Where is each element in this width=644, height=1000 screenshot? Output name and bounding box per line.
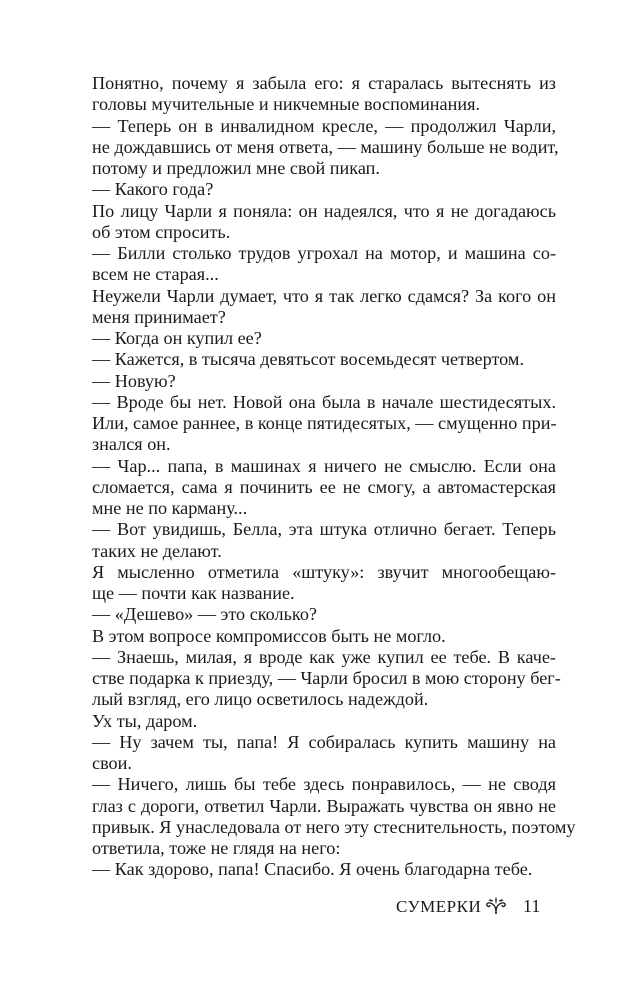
text-line: головы мучительные и никчемные воспоминания. [92,94,480,115]
text-line: об этом спросить. [92,221,231,242]
text-line: Понятно, почему я забыла его: я старалась вытеснять из [92,73,556,93]
text-line: — Новую? [92,370,176,391]
body-text [92,73,576,881]
running-title: СУМЕРКИ [396,897,482,916]
text-line: По лицу Чарли я поняла: он надеялся, что я не догадаюсь [92,200,556,221]
page-footer [0,893,644,921]
text-line: потому и предложил мне свой пикап. [92,158,380,178]
text-line: привык. Я унаследовала от него эту стеснительность, поэтому [92,816,576,837]
text-line: — Вроде бы нет. Новой она была в начале шестидесятых. [92,391,556,412]
text-line: глаз с дороги, ответил Чарли. Выражать чувства он явно не [92,795,556,816]
text-line: Или, самое раннее, в конце пятидесятых, — смущенно при- [92,413,557,433]
text-line: Я мысленно отметила «штуку»: звучит многообещаю- [92,561,556,582]
text-line: — Как здорово, папа! Спасибо. Я очень благодарна тебе. [92,859,533,880]
text-line: Ух ты, даром. [92,710,198,731]
text-line: не дождавшись от меня ответа, — машину больше не водит, [92,136,559,157]
text-line: — Кажется, в тысяча девятьсот восемьдесят четвертом. [92,349,524,370]
text-line: — Когда он купил ее? [92,328,262,348]
text-line: — Ничего, лишь бы тебе здесь понравилось, — не сводя [92,774,556,795]
text-line: стве подарка к приезду, — Чарли бросил в мою сторону бег- [92,668,561,688]
text-line: В этом вопросе компромиссов быть не могло. [92,625,446,646]
text-line: — Билли столько трудов угрохал на мотор, и машина со- [92,243,556,263]
text-line: — Знаешь, милая, я вроде как уже купил ее тебе. В каче- [92,646,556,667]
text-line: всем не старая... [92,264,219,285]
text-line: — Вот увидишь, Белла, эта штука отлично бегает. Теперь [92,519,556,540]
text-line: Неужели Чарли думает, что я так легко сдамся? За кого он [92,285,556,306]
text-line: свои. [92,753,132,773]
text-line: — Ну зачем ты, папа! Я собиралась купить машину на [92,731,556,752]
text-line: — Чар... папа, в машинах я ничего не смыслю. Если она [92,455,556,476]
text-line: — Теперь он в инвалидном кресле, — продолжил Чарли, [92,115,556,136]
text-line: меня принимает? [92,306,226,327]
text-line: знался он. [92,434,171,455]
text-line: ответила, тоже не глядя на него: [92,838,341,858]
text-line: — «Дешево» — это сколько? [92,604,317,625]
text-line: мне не по карману... [92,498,248,518]
page-number: 11 [523,896,541,916]
fleuron-ornament-icon [485,895,507,915]
text-line: ще — почти как название. [92,583,295,603]
text-line: — Какого года? [92,179,214,200]
text-line: сломается, сама я починить ее не смогу, а автомастерская [92,476,556,497]
text-line: лый взгляд, его лицо осветилось надеждой. [92,689,429,710]
text-line: таких не делают. [92,540,222,561]
